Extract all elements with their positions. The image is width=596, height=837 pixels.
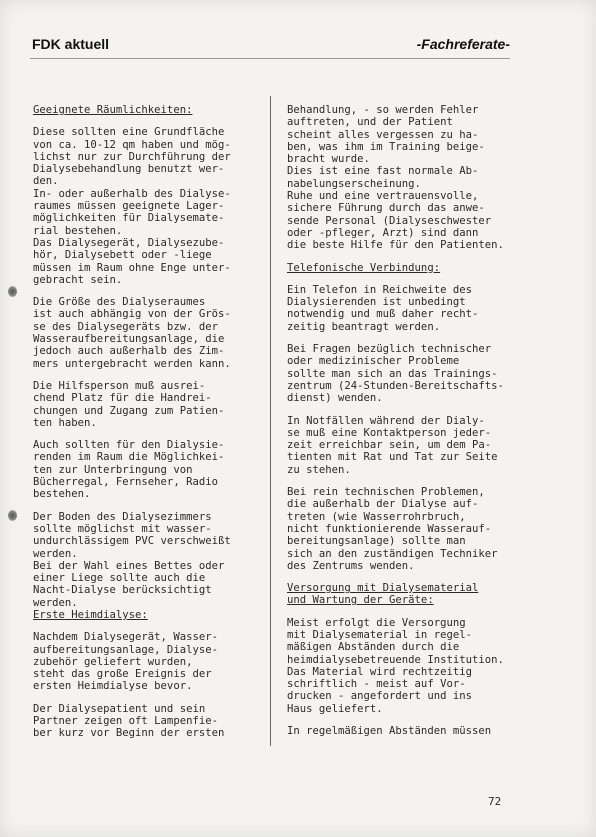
text-line: Diese sollten eine Grundfläche	[33, 126, 225, 139]
text-line: Bei Fragen bezüglich technischer	[287, 343, 492, 356]
text-line: ten haben.	[33, 416, 97, 429]
text-line: Der Dialysepatient und sein	[33, 702, 206, 715]
text-line: sende Personal (Dialyseschwester	[287, 214, 492, 227]
text-line: Wasseraufbereitungsanlage, die	[33, 333, 225, 346]
paragraph-gap	[33, 370, 231, 380]
text-line: chend Platz für die Handrei-	[33, 392, 212, 405]
text-line: sichere Führung durch das anwe-	[287, 202, 485, 215]
text-line: sollte möglichst mit wasser-	[33, 522, 212, 535]
text-line: Dialysebehandlung benutzt wer-	[33, 163, 225, 176]
paragraph-gap	[287, 333, 504, 343]
text-line: zeitig beantragt werden.	[287, 320, 441, 333]
text-line: ben, was ihm im Training beige-	[287, 140, 485, 153]
paragraph-gap	[33, 693, 231, 703]
section-heading: Versorgung mit Dialysematerial	[287, 582, 479, 595]
text-line: gebracht sein.	[33, 273, 123, 286]
paragraph-gap	[287, 252, 504, 262]
paragraph-gap	[33, 621, 231, 631]
text-line: renden im Raum die Möglichkei-	[33, 451, 225, 464]
text-line: drucken - angefordert und ins	[287, 690, 472, 703]
text-line: ist auch abhängig von der Grös-	[33, 308, 231, 321]
text-line: se des Dialysegeräts bzw. der	[33, 320, 218, 333]
paragraph-gap	[33, 429, 231, 439]
text-line: In- oder außerhalb des Dialyse-	[33, 187, 231, 200]
paragraph-gap	[287, 607, 504, 617]
text-line: Das Material wird rechtzeitig	[287, 665, 472, 678]
punch-hole	[8, 510, 17, 521]
text-line: In regelmäßigen Abständen müssen	[287, 725, 492, 738]
text-line: lichst nur zur Durchführung der	[33, 150, 231, 163]
text-line: Ruhe und eine vertrauensvolle,	[287, 190, 479, 203]
punch-hole	[8, 286, 17, 297]
text-line: aufbereitungsanlage, Dialyse-	[33, 643, 218, 656]
text-line: Auch sollten für den Dialysie-	[33, 439, 225, 452]
text-line: bestehen.	[33, 488, 91, 501]
paragraph-gap	[287, 715, 504, 725]
text-line: die außerhalb der Dialyse auf-	[287, 498, 479, 511]
paragraph-gap	[287, 405, 504, 415]
paragraph-gap	[287, 274, 504, 284]
text-line: oder -pfleger, Arzt) sind dann	[287, 226, 479, 239]
right-column	[287, 104, 504, 737]
text-line: dienst) wenden.	[287, 392, 383, 405]
text-line: werden.	[33, 596, 78, 609]
paragraph-gap	[287, 572, 504, 582]
text-line: Partner zeigen oft Lampenfie-	[33, 715, 218, 728]
text-line: zentrum (24-Stunden-Bereitschafts-	[287, 379, 504, 392]
text-line: nicht funktionierende Wasserauf-	[287, 522, 492, 535]
column-divider	[270, 96, 271, 746]
text-line: Haus geliefert.	[287, 702, 383, 715]
text-line: ber kurz vor Beginn der ersten	[33, 727, 225, 740]
text-line: schriftlich - meist auf Vor-	[287, 678, 466, 691]
text-line: hör, Dialysebett oder -liege	[33, 249, 212, 262]
text-line: Bei der Wahl eines Bettes oder	[33, 559, 225, 572]
paragraph-gap	[33, 501, 231, 511]
section-heading: Geeignete Räumlichkeiten:	[33, 104, 193, 116]
text-line: Die Größe des Dialyseraumes	[33, 296, 206, 309]
paragraph-gap	[287, 476, 504, 486]
text-line: se muß eine Kontaktperson jeder-	[287, 426, 492, 439]
paragraph-gap	[33, 286, 231, 296]
text-line: Bei rein technischen Problemen,	[287, 486, 485, 499]
text-line: mit Dialysematerial in regel-	[287, 628, 472, 641]
text-line: zeit erreichbar sein, um dem Pa-	[287, 439, 492, 452]
text-line: rial bestehen.	[33, 224, 123, 237]
text-line: Behandlung, - so werden Fehler	[287, 104, 479, 116]
text-line: ersten Heimdialyse bevor.	[33, 680, 193, 693]
text-line: raumes müssen geeignete Lager-	[33, 200, 225, 213]
text-line: ten zur Unterbringung von	[33, 463, 193, 476]
text-line: sollte man sich an das Trainings-	[287, 367, 498, 380]
text-line: chungen und Zugang zum Patien-	[33, 404, 225, 417]
text-line: zubehör geliefert wurden,	[33, 655, 193, 668]
left-column	[33, 104, 231, 740]
text-line: einer Liege sollte auch die	[33, 572, 206, 585]
text-line: treten (wie Wasserrohrbruch,	[287, 510, 466, 523]
section-heading: Erste Heimdialyse:	[33, 608, 148, 621]
text-line: Bücherregal, Fernseher, Radio	[33, 476, 218, 489]
text-line: zu stehen.	[287, 463, 351, 476]
text-line: Dies ist eine fast normale Ab-	[287, 165, 479, 178]
text-line: bracht wurde.	[287, 153, 370, 166]
text-line: tienten mit Rat und Tat zur Seite	[287, 451, 498, 464]
text-line: mers untergebracht werden kann.	[33, 357, 231, 370]
page-number: 72	[488, 795, 502, 808]
text-line: den.	[33, 175, 59, 188]
text-line: bereitungsanlage) sollte man	[287, 535, 466, 548]
text-line: undurchlässigem PVC verschweißt	[33, 535, 231, 548]
text-line: mäßigen Abständen durch die	[287, 641, 460, 654]
section-heading: Telefonische Verbindung:	[287, 261, 441, 274]
text-line: steht das große Ereignis der	[33, 668, 212, 681]
text-line: nabelungserscheinung.	[287, 177, 421, 190]
text-line: müssen im Raum ohne Enge unter-	[33, 261, 231, 274]
text-line: Meist erfolgt die Versorgung	[287, 616, 466, 629]
text-line: werden.	[33, 547, 78, 560]
text-line: Nachdem Dialysegerät, Wasser-	[33, 631, 218, 644]
text-line: von ca. 10-12 qm haben und mög-	[33, 138, 231, 151]
text-line: Die Hilfsperson muß ausrei-	[33, 379, 206, 392]
text-line: jedoch auch außerhalb des Zim-	[33, 345, 225, 358]
text-line: auftreten, und der Patient	[287, 116, 453, 129]
text-line: scheint alles vergessen zu ha-	[287, 128, 479, 141]
text-line: Der Boden des Dialysezimmers	[33, 510, 212, 523]
paragraph-gap	[33, 116, 231, 126]
text-line: Ein Telefon in Reichweite des	[287, 283, 472, 296]
text-line: Nacht-Dialyse berücksichtigt	[33, 584, 212, 597]
text-line: In Notfällen während der Dialy-	[287, 414, 485, 427]
text-line: die beste Hilfe für den Patienten.	[287, 239, 504, 252]
publication-title: FDK aktuell	[32, 36, 110, 52]
text-line: möglichkeiten für Dialysemate-	[33, 212, 225, 225]
section-title: -Fachreferate-	[416, 36, 510, 52]
text-line: heimdialysebetreuende Institution.	[287, 653, 504, 666]
text-line: sich an den zuständigen Techniker	[287, 547, 498, 560]
text-line: Das Dialysegerät, Dialysezube-	[33, 236, 225, 249]
text-line: des Zentrums wenden.	[287, 559, 415, 572]
section-heading: und Wartung der Geräte:	[287, 594, 434, 607]
header-rule	[30, 58, 510, 59]
text-line: Dialysierenden ist unbedingt	[287, 296, 466, 309]
text-line: oder medizinischer Probleme	[287, 355, 460, 368]
text-line: notwendig und muß daher recht-	[287, 308, 479, 321]
